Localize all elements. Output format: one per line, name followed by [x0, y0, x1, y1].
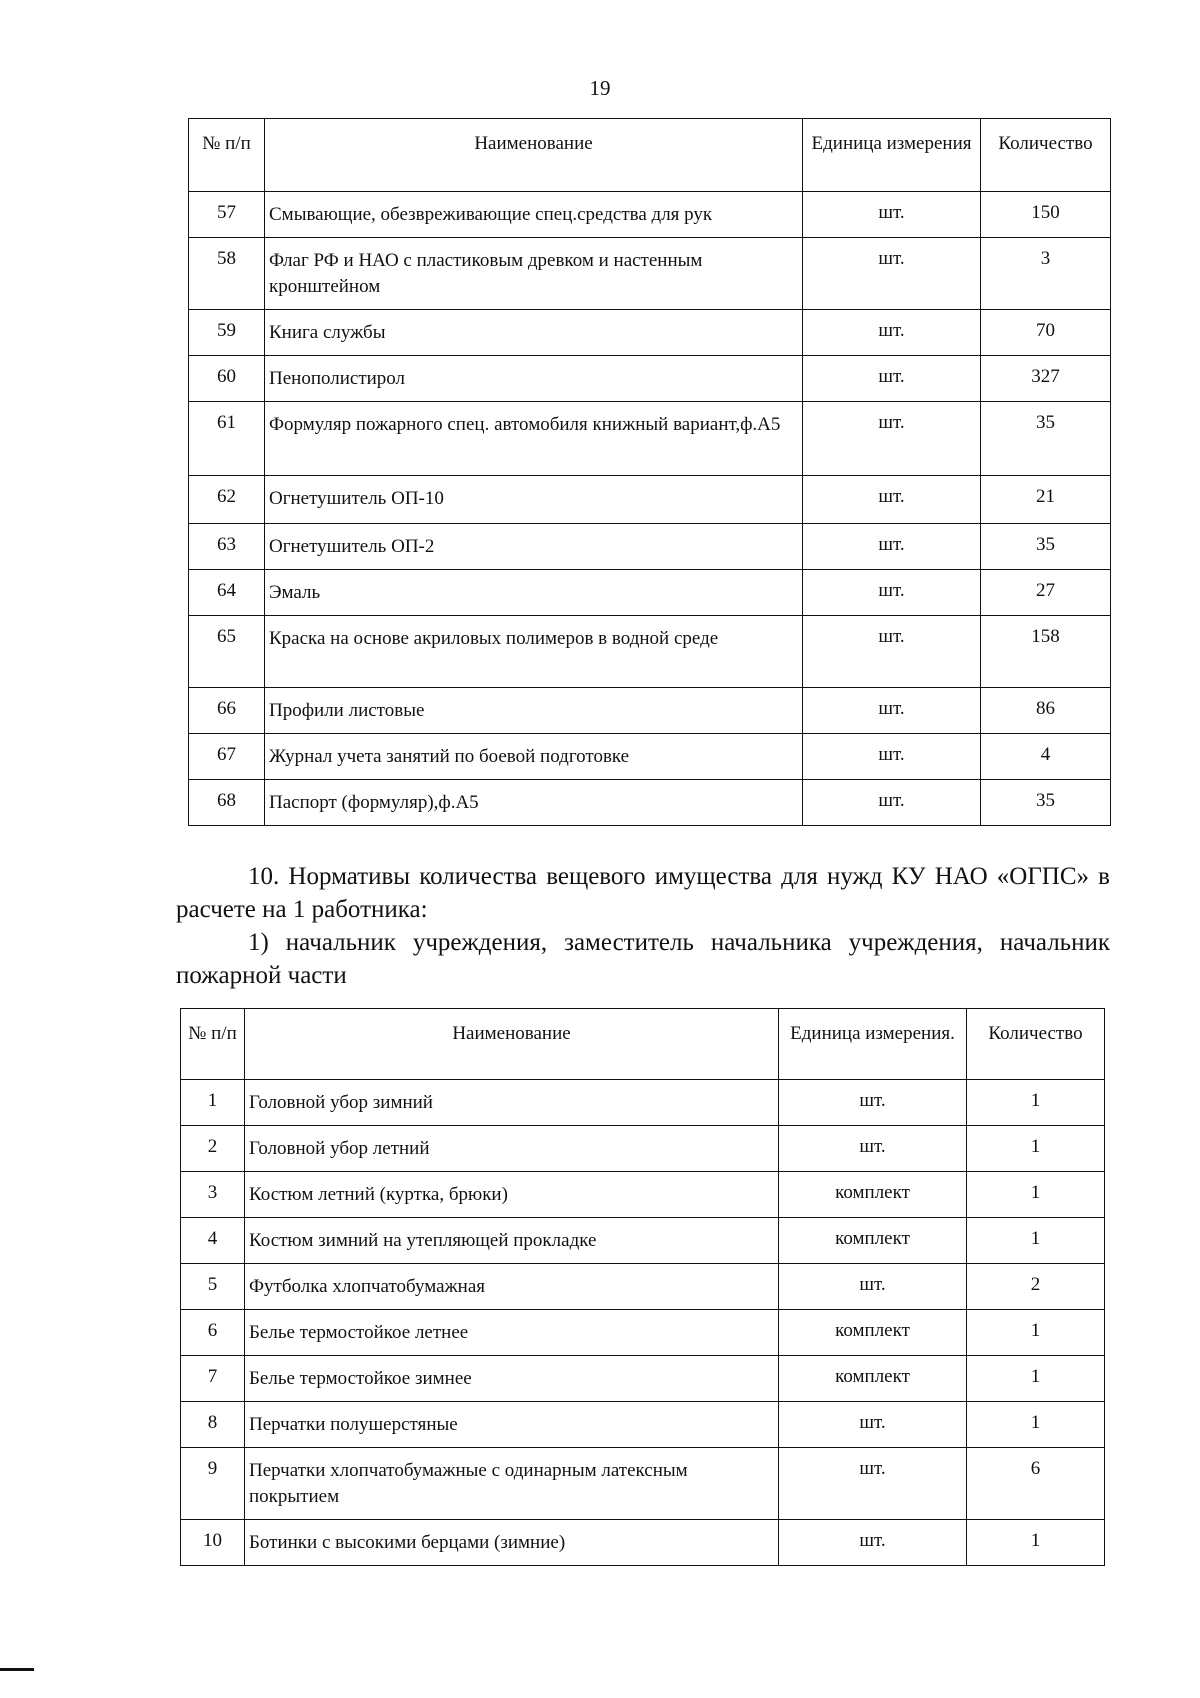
table-header-row: [181, 1009, 1105, 1080]
row-name: Эмаль: [265, 570, 803, 616]
row-name: Профили листовые: [265, 688, 803, 734]
table-row: [189, 476, 1111, 524]
row-qty: 1: [967, 1218, 1105, 1264]
row-unit: шт.: [803, 476, 981, 524]
row-unit: шт.: [779, 1080, 967, 1126]
row-qty: 6: [967, 1448, 1105, 1520]
row-name: Книга службы: [265, 310, 803, 356]
table-row: [189, 402, 1111, 476]
header-unit: Единица измерения: [803, 119, 981, 192]
row-num: 2: [181, 1126, 245, 1172]
row-unit: шт.: [779, 1126, 967, 1172]
row-qty: 1: [967, 1356, 1105, 1402]
row-unit: комплект: [779, 1218, 967, 1264]
row-name: Журнал учета занятий по боевой подготовке: [265, 734, 803, 780]
row-qty: 86: [981, 688, 1111, 734]
row-qty: 3: [981, 238, 1111, 310]
table-row: [181, 1218, 1105, 1264]
row-qty: 327: [981, 356, 1111, 402]
row-unit: шт.: [803, 524, 981, 570]
table-row: [189, 780, 1111, 826]
table-row: [181, 1080, 1105, 1126]
header-name: Наименование: [265, 119, 803, 192]
row-name: Футболка хлопчатобумажная: [245, 1264, 779, 1310]
row-num: 10: [181, 1520, 245, 1566]
row-name: Паспорт (формуляр),ф.А5: [265, 780, 803, 826]
row-unit: шт.: [803, 734, 981, 780]
table-row: [181, 1126, 1105, 1172]
row-num: 63: [189, 524, 265, 570]
header-num: № п/п: [181, 1009, 245, 1080]
row-unit: шт.: [803, 688, 981, 734]
row-num: 8: [181, 1402, 245, 1448]
row-name: Краска на основе акриловых полимеров в водной среде: [265, 616, 803, 688]
section-paragraph-1: 10. Нормативы количества вещевого имущества для нужд КУ НАО «ОГПС» в расчете на 1 работника:: [176, 863, 1110, 923]
row-num: 62: [189, 476, 265, 524]
table-row: [189, 310, 1111, 356]
row-num: 4: [181, 1218, 245, 1264]
section-paragraph-2: 1) начальник учреждения, заместитель начальника учреждения, начальник пожарной части: [176, 929, 1110, 989]
row-num: 1: [181, 1080, 245, 1126]
table-row: [181, 1356, 1105, 1402]
table-row: [181, 1402, 1105, 1448]
table-row: [189, 356, 1111, 402]
page-number: 19: [589, 76, 611, 100]
row-num: 9: [181, 1448, 245, 1520]
header-unit: Единица измерения.: [779, 1009, 967, 1080]
table-row: [181, 1310, 1105, 1356]
section-heading-paragraph: [176, 860, 1110, 926]
table-row: [181, 1172, 1105, 1218]
row-unit: шт.: [779, 1402, 967, 1448]
table-row: [181, 1448, 1105, 1520]
table-row: [189, 524, 1111, 570]
row-qty: 1: [967, 1126, 1105, 1172]
row-name: Флаг РФ и НАО с пластиковым древком и настенным кронштейном: [265, 238, 803, 310]
row-unit: шт.: [803, 570, 981, 616]
row-num: 57: [189, 192, 265, 238]
row-name: Перчатки хлопчатобумажные с одинарным латексным покрытием: [245, 1448, 779, 1520]
row-unit: комплект: [779, 1310, 967, 1356]
row-qty: 21: [981, 476, 1111, 524]
row-name: Костюм зимний на утепляющей прокладке: [245, 1218, 779, 1264]
row-num: 59: [189, 310, 265, 356]
table-row: [189, 734, 1111, 780]
row-qty: 35: [981, 780, 1111, 826]
row-unit: шт.: [803, 192, 981, 238]
page-edge-mark: [0, 1668, 34, 1671]
row-name: Формуляр пожарного спец. автомобиля книжный вариант,ф.А5: [265, 402, 803, 476]
row-qty: 35: [981, 402, 1111, 476]
row-name: Костюм летний (куртка, брюки): [245, 1172, 779, 1218]
row-unit: шт.: [803, 310, 981, 356]
row-num: 3: [181, 1172, 245, 1218]
row-qty: 70: [981, 310, 1111, 356]
row-qty: 4: [981, 734, 1111, 780]
row-unit: шт.: [779, 1520, 967, 1566]
row-qty: 150: [981, 192, 1111, 238]
row-unit: шт.: [803, 238, 981, 310]
row-name: Перчатки полушерстяные: [245, 1402, 779, 1448]
header-name: Наименование: [245, 1009, 779, 1080]
row-unit: комплект: [779, 1172, 967, 1218]
row-name: Ботинки с высокими берцами (зимние): [245, 1520, 779, 1566]
row-num: 6: [181, 1310, 245, 1356]
row-name: Смывающие, обезвреживающие спец.средства для рук: [265, 192, 803, 238]
row-qty: 2: [967, 1264, 1105, 1310]
row-name: Пенополистирол: [265, 356, 803, 402]
row-num: 65: [189, 616, 265, 688]
row-name: Белье термостойкое летнее: [245, 1310, 779, 1356]
header-qty: Количество: [981, 119, 1111, 192]
row-name: Огнетушитель ОП-10: [265, 476, 803, 524]
row-name: Белье термостойкое зимнее: [245, 1356, 779, 1402]
row-num: 68: [189, 780, 265, 826]
row-qty: 1: [967, 1080, 1105, 1126]
row-unit: шт.: [803, 402, 981, 476]
row-name: Огнетушитель ОП-2: [265, 524, 803, 570]
row-qty: 1: [967, 1402, 1105, 1448]
table-row: [189, 238, 1111, 310]
items-table-2: [180, 1008, 1105, 1566]
row-num: 64: [189, 570, 265, 616]
row-unit: шт.: [803, 356, 981, 402]
row-name: Головной убор летний: [245, 1126, 779, 1172]
section-subheading-paragraph: [176, 926, 1110, 992]
row-num: 61: [189, 402, 265, 476]
row-name: Головной убор зимний: [245, 1080, 779, 1126]
row-qty: 1: [967, 1172, 1105, 1218]
row-num: 58: [189, 238, 265, 310]
table-header-row: [189, 119, 1111, 192]
table-row: [189, 616, 1111, 688]
row-num: 5: [181, 1264, 245, 1310]
table-row: [181, 1264, 1105, 1310]
items-table-1: [188, 118, 1111, 826]
header-qty: Количество: [967, 1009, 1105, 1080]
row-unit: шт.: [779, 1448, 967, 1520]
row-qty: 158: [981, 616, 1111, 688]
table-row: [189, 570, 1111, 616]
row-qty: 27: [981, 570, 1111, 616]
row-unit: шт.: [803, 780, 981, 826]
row-num: 66: [189, 688, 265, 734]
row-unit: комплект: [779, 1356, 967, 1402]
header-num: № п/п: [189, 119, 265, 192]
row-unit: шт.: [779, 1264, 967, 1310]
row-num: 60: [189, 356, 265, 402]
row-num: 67: [189, 734, 265, 780]
row-qty: 1: [967, 1520, 1105, 1566]
row-qty: 35: [981, 524, 1111, 570]
table-row: [189, 688, 1111, 734]
table-row: [189, 192, 1111, 238]
table-row: [181, 1520, 1105, 1566]
row-qty: 1: [967, 1310, 1105, 1356]
row-num: 7: [181, 1356, 245, 1402]
row-unit: шт.: [803, 616, 981, 688]
